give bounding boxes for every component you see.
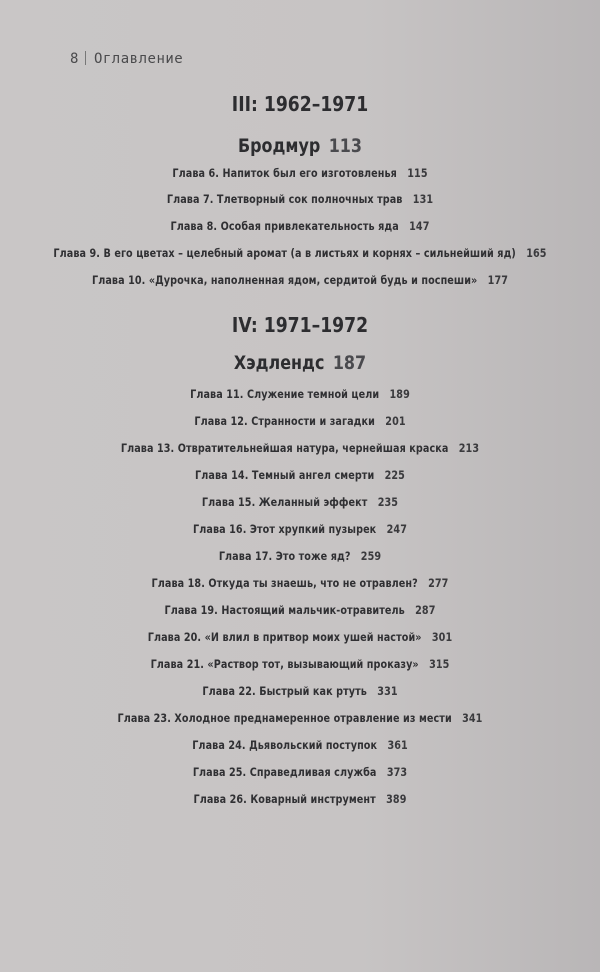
chapter-label: Глава 9. В его цветах – целебный аромат (а в листьях и корнях – сильнейший яд)	[53, 247, 516, 260]
toc-entry	[42, 220, 558, 233]
chapter-page: 315	[429, 658, 450, 671]
section-page: 187	[332, 352, 367, 374]
chapter-label: Глава 18. Откуда ты знаешь, что не отравлен?	[151, 577, 418, 590]
toc-entry	[42, 550, 558, 563]
chapter-page: 301	[431, 631, 453, 644]
toc-entry	[42, 388, 558, 401]
toc-entry	[42, 193, 558, 206]
toc-entry	[42, 523, 558, 536]
part-title: III: 1962–1971	[231, 92, 369, 116]
chapter-label: Глава 7. Тлетворный сок полночных трав	[166, 193, 403, 206]
section-title: Хэдлендс	[233, 352, 325, 374]
running-header	[70, 51, 183, 67]
chapter-page: 361	[387, 739, 408, 752]
part-title: IV: 1971–1972	[231, 313, 369, 337]
chapter-page: 247	[386, 523, 407, 536]
toc-entry	[42, 793, 558, 806]
chapter-page: 225	[384, 469, 405, 482]
chapter-page: 147	[409, 220, 430, 233]
toc-entry	[42, 274, 558, 287]
chapter-label: Глава 8. Особая привлекательность яда	[170, 220, 399, 233]
toc-entry	[42, 577, 558, 590]
toc-entry	[42, 604, 558, 617]
toc-entry	[42, 415, 558, 428]
chapter-page: 235	[377, 496, 399, 509]
chapter-page: 331	[377, 685, 398, 698]
toc-entry	[42, 496, 558, 509]
toc-entry	[42, 766, 558, 779]
section-title: Бродмур	[237, 135, 321, 157]
section-heading	[48, 352, 552, 374]
chapter-label: Глава 23. Холодное преднамеренное отравление из мести	[117, 712, 452, 725]
toc-entry	[42, 658, 558, 671]
toc-entry	[42, 739, 558, 752]
toc-entry	[42, 631, 558, 644]
toc-entry	[42, 469, 558, 482]
toc-entry	[42, 167, 558, 180]
toc-entry	[42, 247, 558, 260]
chapter-page: 277	[428, 577, 449, 590]
chapter-page: 373	[386, 766, 408, 779]
chapter-page: 131	[412, 193, 434, 206]
chapter-label: Глава 16. Этот хрупкий пузырек	[193, 523, 377, 536]
chapter-label: Глава 22. Быстрый как ртуть	[202, 685, 367, 698]
chapter-label: Глава 19. Настоящий мальчик-отравитель	[164, 604, 405, 617]
chapter-page: 213	[458, 442, 480, 455]
toc-entry	[42, 442, 558, 455]
chapter-page: 341	[462, 712, 483, 725]
chapter-label: Глава 21. «Раствор тот, вызывающий проказу»	[150, 658, 419, 671]
chapter-page: 201	[385, 415, 406, 428]
toc-entry	[42, 685, 558, 698]
chapter-label: Глава 14. Темный ангел смерти	[195, 469, 375, 482]
header-divider	[85, 51, 86, 65]
chapter-page: 115	[407, 167, 428, 180]
chapter-page: 177	[487, 274, 509, 287]
chapter-label: Глава 13. Отвратительнейшая натура, чернейшая краска	[120, 442, 449, 455]
section-page: 113	[328, 135, 363, 157]
page-number: 8	[70, 51, 79, 67]
chapter-page: 165	[526, 247, 547, 260]
chapter-label: Глава 15. Желанный эффект	[201, 496, 368, 509]
chapter-label: Глава 20. «И влил в притвор моих ушей настой»	[147, 631, 422, 644]
chapter-page: 189	[389, 388, 410, 401]
chapter-label: Глава 24. Дьявольский поступок	[192, 739, 378, 752]
chapter-page: 389	[386, 793, 407, 806]
chapter-label: Глава 6. Напиток был его изготовленья	[172, 167, 397, 180]
chapter-label: Глава 12. Странности и загадки	[194, 415, 375, 428]
chapter-label: Глава 11. Служение темной цели	[190, 388, 380, 401]
toc-entry	[42, 712, 558, 725]
running-title: Оглавление	[93, 51, 184, 67]
chapter-label: Глава 25. Справедливая служба	[192, 766, 377, 779]
chapter-label: Глава 17. Это тоже яд?	[218, 550, 351, 563]
chapter-label: Глава 10. «Дурочка, наполненная ядом, сердитой будь и поспеши»	[91, 274, 478, 287]
chapter-label: Глава 26. Коварный инструмент	[193, 793, 376, 806]
chapter-page: 287	[415, 604, 436, 617]
chapter-page: 259	[360, 550, 382, 563]
section-heading	[48, 135, 552, 157]
